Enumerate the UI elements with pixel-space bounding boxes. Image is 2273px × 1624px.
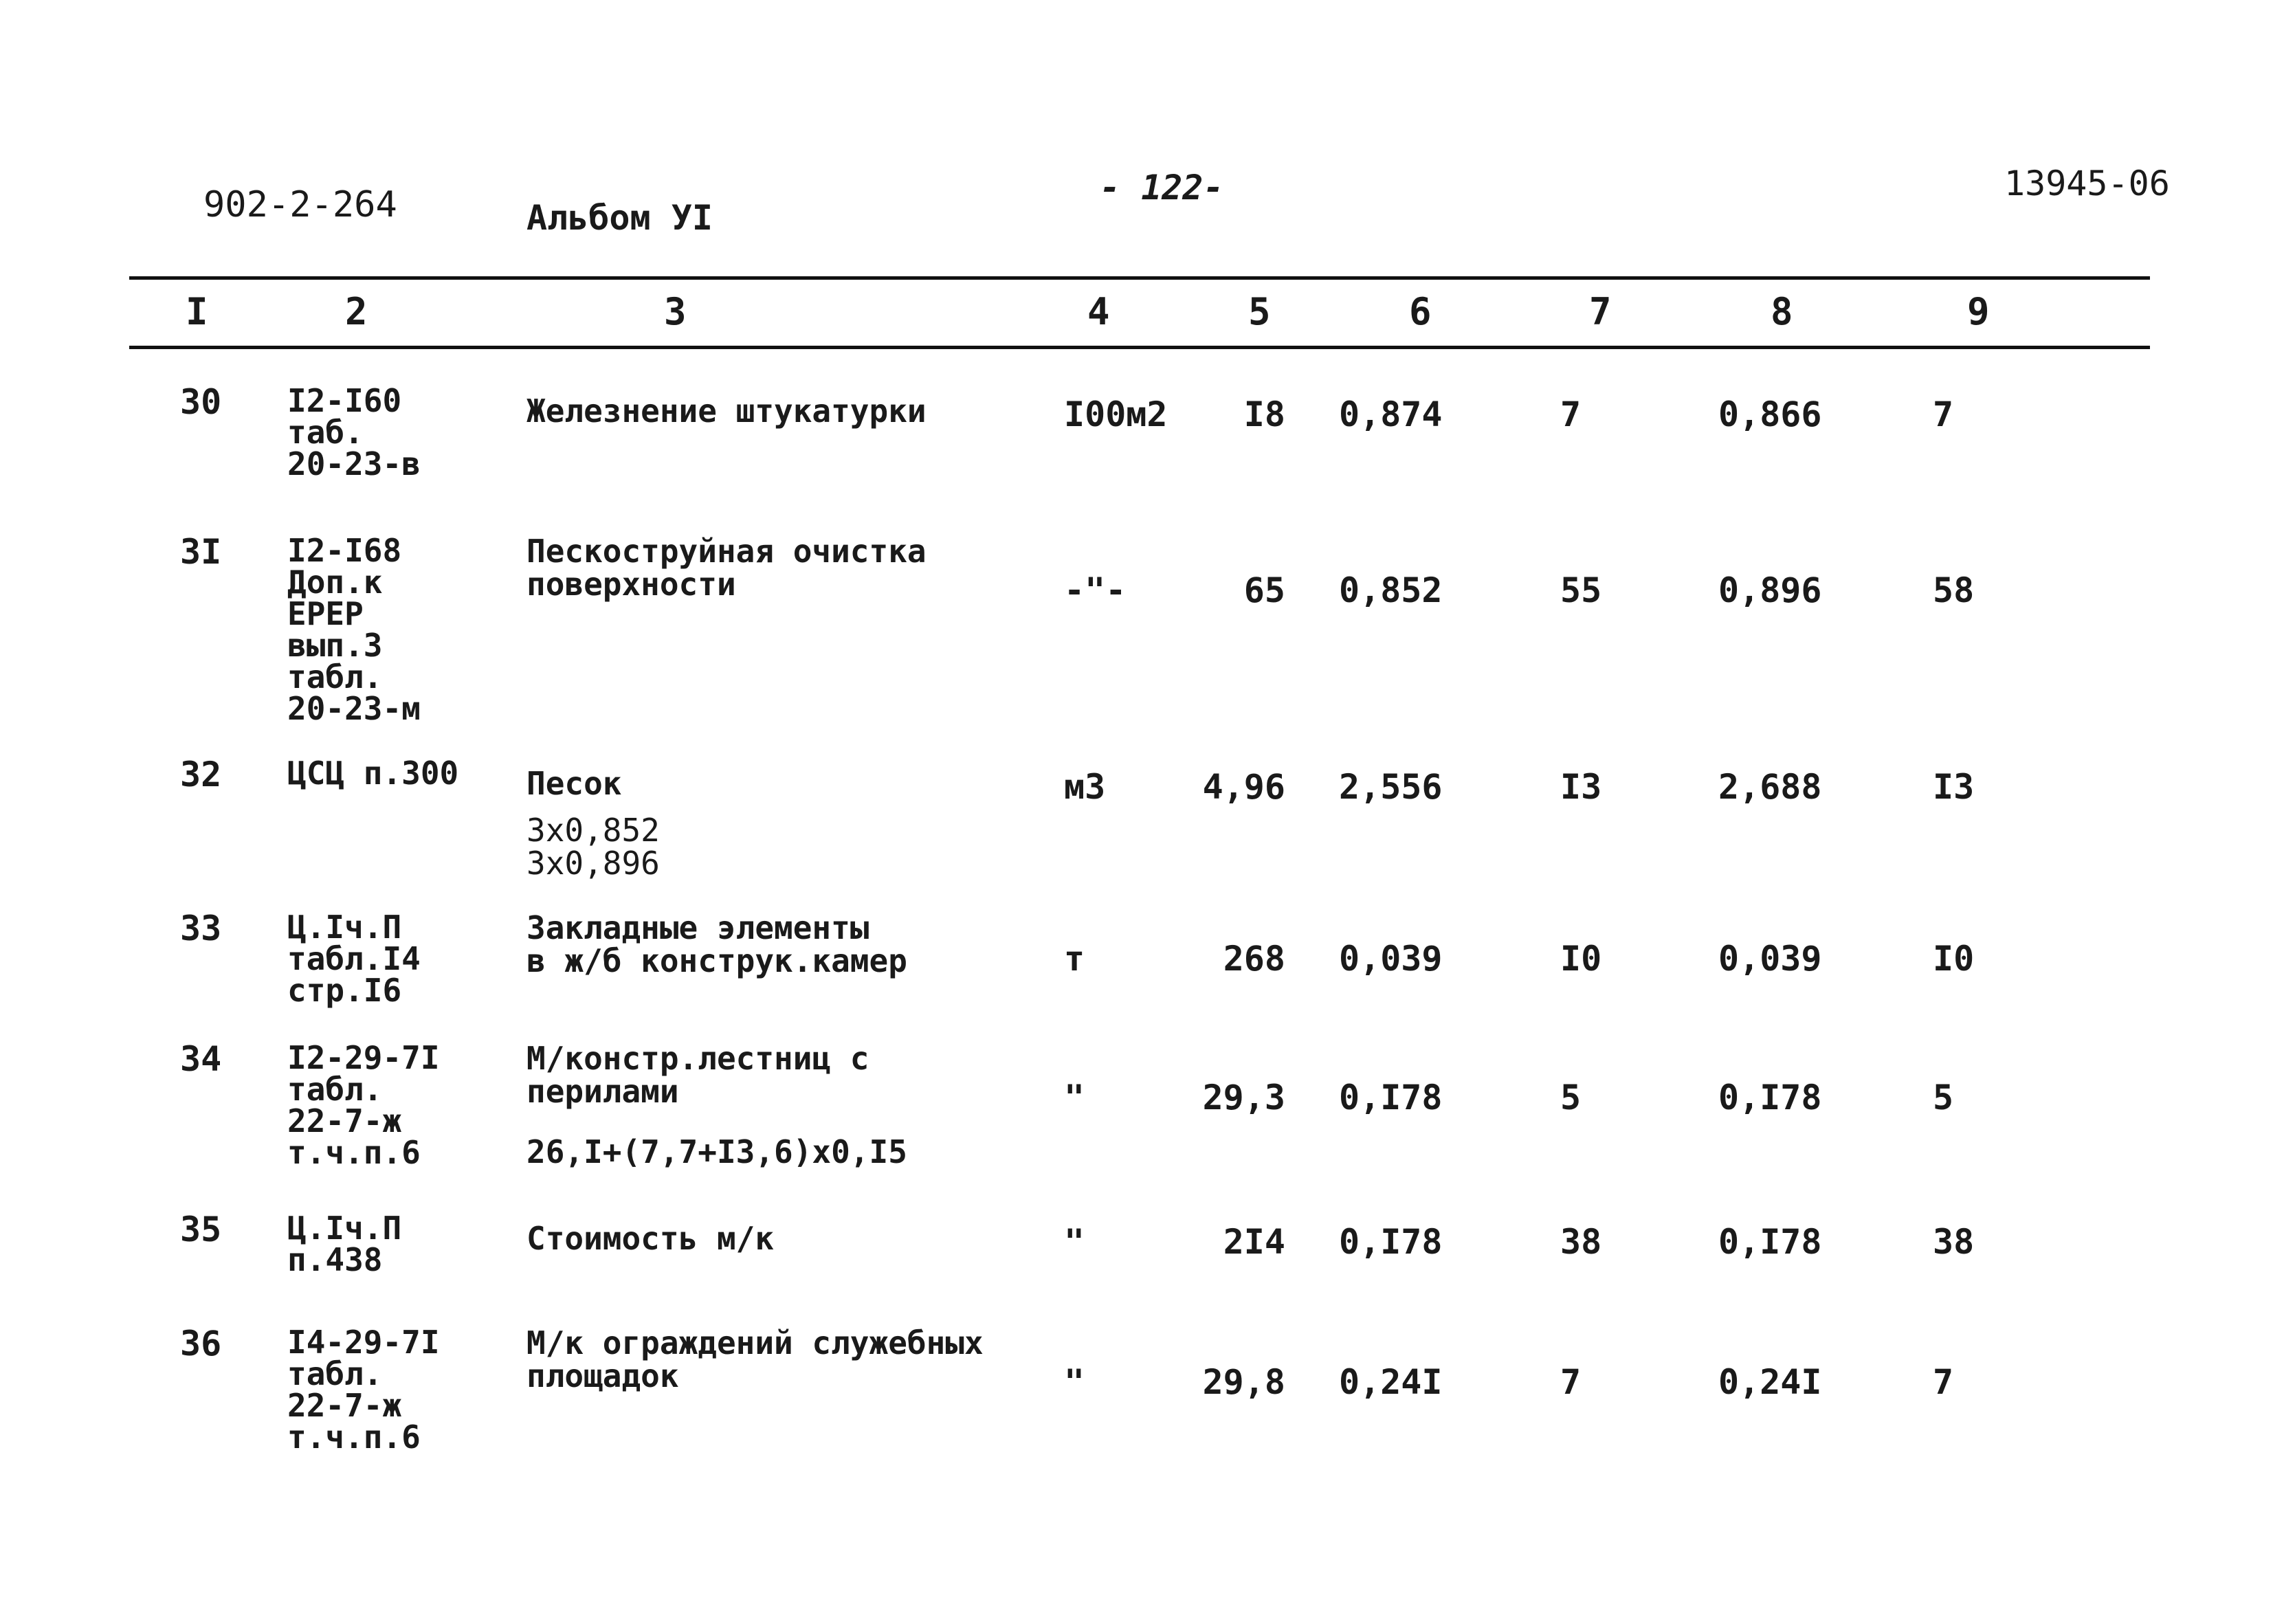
- row-33-c9: I0: [1933, 939, 1975, 979]
- row-34-c8: 0,I78: [1718, 1078, 1822, 1117]
- row-35-no: 35: [180, 1210, 222, 1249]
- row-3I-desc: Пескоструйная очистка поверхности: [526, 533, 927, 603]
- row-32-qty: 4,96: [1202, 767, 1285, 807]
- row-36-ref: I4-29-7I табл. 22-7-ж т.ч.п.6: [287, 1324, 440, 1456]
- row-3I-c9: 58: [1933, 570, 1975, 610]
- row-34-desc: М/констр.лестниц с перилами: [526, 1040, 869, 1110]
- row-30-c9: 7: [1933, 394, 1954, 434]
- sheet-code: 13945-06: [2004, 164, 2170, 203]
- row-30-ref: I2-I60 таб. 20-23-в: [287, 382, 421, 482]
- page-number: - 122-: [1100, 168, 1224, 208]
- album-title: Альбом УI: [526, 198, 713, 238]
- row-36-c8: 0,24I: [1718, 1362, 1822, 1402]
- row-33-desc: Закладные элементы в ж/б конструк.камер: [526, 909, 907, 979]
- row-35-c7: 38: [1560, 1222, 1602, 1262]
- row-34-calculation: 26,I+(7,7+I3,6)х0,I5: [526, 1133, 907, 1170]
- column-header-3: 3: [664, 290, 687, 333]
- row-3I-unit: -"-: [1064, 570, 1127, 610]
- table-top-rule: [129, 276, 2150, 280]
- column-header-2: 2: [345, 290, 368, 333]
- row-36-c7: 7: [1560, 1362, 1582, 1402]
- row-35-ref: Ц.Iч.П п.438: [287, 1210, 402, 1278]
- row-3I-qty: 65: [1243, 570, 1285, 610]
- row-33-qty: 268: [1223, 939, 1285, 979]
- column-header-8: 8: [1771, 290, 1793, 333]
- row-30-c7: 7: [1560, 394, 1582, 434]
- row-32-c9: I3: [1933, 767, 1975, 807]
- row-32-desc: Песок: [526, 765, 622, 802]
- row-34-c7: 5: [1560, 1078, 1582, 1117]
- row-32-no: 32: [180, 755, 222, 794]
- row-33-ref: Ц.Iч.П табл.I4 стр.I6: [287, 909, 421, 1009]
- row-30-unit: I00м2: [1064, 394, 1168, 434]
- row-32-ref: ЦСЦ п.300: [287, 755, 459, 792]
- row-33-unit: т: [1064, 939, 1085, 979]
- row-3I-no: 3I: [180, 532, 222, 572]
- table-header-rule: [129, 346, 2150, 349]
- row-34-unit: ": [1064, 1078, 1085, 1117]
- row-35-qty: 2I4: [1223, 1222, 1285, 1262]
- row-33-no: 33: [180, 909, 222, 948]
- column-header-1: I: [186, 290, 208, 333]
- row-32-unit: м3: [1064, 767, 1106, 807]
- row-32-calculation: 3х0,852 3х0,896: [526, 812, 660, 882]
- row-35-c6: 0,I78: [1339, 1222, 1443, 1262]
- column-header-4: 4: [1087, 290, 1110, 333]
- row-3I-c7: 55: [1560, 570, 1602, 610]
- row-34-no: 34: [180, 1039, 222, 1079]
- column-header-5: 5: [1248, 290, 1271, 333]
- row-36-qty: 29,8: [1202, 1362, 1285, 1402]
- row-30-no: 30: [180, 382, 222, 422]
- row-30-c6: 0,874: [1339, 394, 1443, 434]
- row-36-c9: 7: [1933, 1362, 1954, 1402]
- column-header-6: 6: [1409, 290, 1432, 333]
- row-36-unit: ": [1064, 1362, 1085, 1402]
- row-36-no: 36: [180, 1324, 222, 1364]
- row-32-c8: 2,688: [1718, 767, 1822, 807]
- row-34-c6: 0,I78: [1339, 1078, 1443, 1117]
- row-3I-c8: 0,896: [1718, 570, 1822, 610]
- row-33-c8: 0,039: [1718, 939, 1822, 979]
- row-36-c6: 0,24I: [1339, 1362, 1443, 1402]
- row-34-ref: I2-29-7I табл. 22-7-ж т.ч.п.6: [287, 1039, 440, 1171]
- row-33-c7: I0: [1560, 939, 1602, 979]
- column-header-9: 9: [1967, 290, 1990, 333]
- row-30-c8: 0,866: [1718, 394, 1822, 434]
- row-35-desc: Стоимость м/к: [526, 1220, 775, 1257]
- row-34-c9: 5: [1933, 1078, 1954, 1117]
- row-35-c9: 38: [1933, 1222, 1975, 1262]
- row-30-desc: Железнение штукатурки: [526, 392, 927, 430]
- document-code: 902-2-264: [203, 184, 397, 225]
- row-32-c6: 2,556: [1339, 767, 1443, 807]
- row-3I-ref: I2-I68 Доп.к ЕРЕР вып.3 табл. 20-23-м: [287, 532, 421, 727]
- column-header-7: 7: [1589, 290, 1612, 333]
- row-36-desc: М/к ограждений служебных площадок: [526, 1324, 984, 1394]
- row-35-c8: 0,I78: [1718, 1222, 1822, 1262]
- row-32-c7: I3: [1560, 767, 1602, 807]
- row-33-c6: 0,039: [1339, 939, 1443, 979]
- row-35-unit: ": [1064, 1222, 1085, 1262]
- row-30-qty: I8: [1243, 394, 1285, 434]
- row-3I-c6: 0,852: [1339, 570, 1443, 610]
- row-34-qty: 29,3: [1202, 1078, 1285, 1117]
